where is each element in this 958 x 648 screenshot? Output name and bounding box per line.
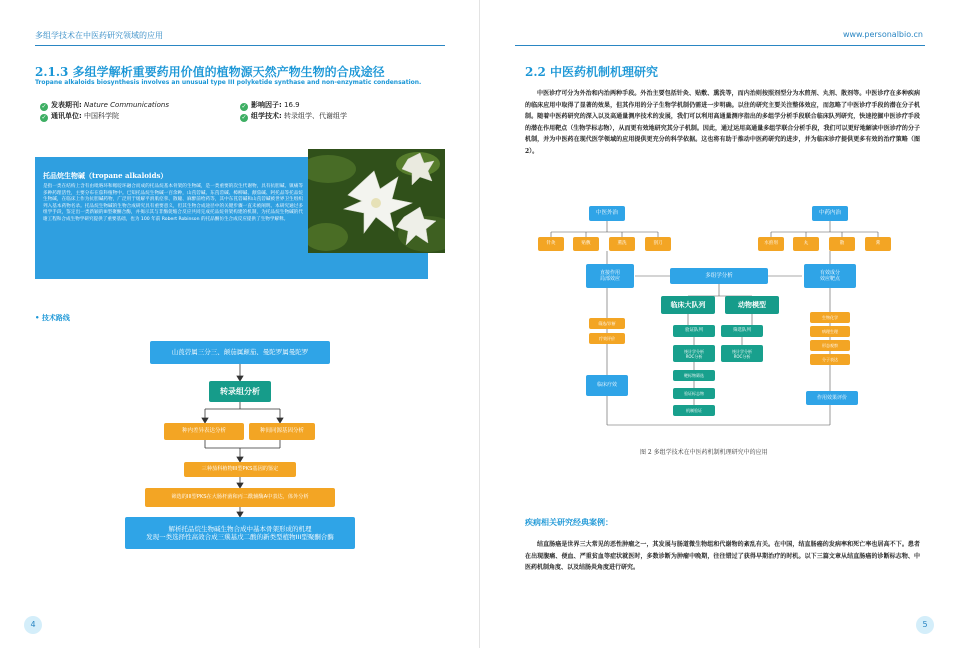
ext-item: 贴敷 <box>573 237 599 251</box>
flow-intraspecies: 种内差异表达分析 <box>164 423 244 440</box>
section-title: 2.1.3 多组学解析重要药用价值的植物源天然产物生物的合成途径 <box>35 65 385 79</box>
flow-result-line2: 发现一类选择性高效合成三羰基戊二酸的新类型植物III型聚酮合酶 <box>146 533 334 541</box>
flow-result <box>125 517 355 549</box>
check-icon: ✓ <box>41 114 47 121</box>
ext-item: 刮刀 <box>645 237 671 251</box>
diagram-right-small: 生物化学 <box>810 312 850 323</box>
check-icon: ✓ <box>241 103 247 110</box>
int-item: 散 <box>829 237 855 251</box>
diagram-left-small: 疗效评价 <box>589 333 625 344</box>
flow-plants: 山莨菪属三分三、颠茄属颠茄、曼陀罗属曼陀罗 <box>150 341 330 364</box>
tech-route-label: • 技术路线 <box>35 314 70 322</box>
diagram-clinical-efficacy: 临床疗效 <box>586 375 628 396</box>
diagram-stat-left: 统计学分析 ROC分析 <box>673 345 715 362</box>
diagram-right-small: 形态观察 <box>810 340 850 351</box>
diagram-internal-treatment: 中药内治 <box>812 206 848 221</box>
meta-journal: ✓ 发表期刊: Nature Communications <box>41 101 169 110</box>
diagram-left-small: 筛选/诊断 <box>589 318 625 329</box>
diagram-center-small: 靶标物筛选 <box>673 370 715 381</box>
running-header: 多组学技术在中医药研究领域的应用 <box>35 31 163 40</box>
info-box-text: 是指一类在结构上含有由吡咯环和哌啶环融合而成的托品烷基本骨架的生物碱，是一类重要的次生代谢物，具有抗胆碱、镇痛等多种药理活性，主要分布在茄科植物中。已知托品烷生物碱一百余种，山莨菪碱、东莨菪碱、樟柳碱、颠茄碱、阿托品等托品烷生物碱，在临床上作为抗胆碱药物，广泛用于缓解平滑肌痉挛、散瞳、麻醉前给药等，其中东莨菪碱和山莨菪碱被世界卫生组织列入基本药物名录。托品烷生物碱的生物合成研究具有重要意义，但其生物合成途径中的关键步骤一直未被阐明。本研究通过多组学手段，鉴定出一类新颖的III型聚酮合酶，并揭示其与非酶促缩合反应共同完成托品烷骨架构建的机制，为托品烷生物碱的代谢工程和合成生物学研究提供了重要基础，也为 100 年前 Robert Robinson 的托品酮仿生合成反应提供了生物学解释。 <box>43 184 303 222</box>
flow-transcriptome: 转录组分析 <box>209 381 271 402</box>
int-item: 膏 <box>865 237 891 251</box>
diagram-center-small: 验证标志物 <box>673 388 715 399</box>
diagram-verify-cohort: 验证队列 <box>673 325 715 337</box>
page-number: 4 <box>24 616 42 634</box>
ext-item: 熏洗 <box>609 237 635 251</box>
section-subtitle: Tropane alkaloids biosynthesis involves an unusual type III polyketide synthase and non-enzymatic condensation. <box>35 79 422 86</box>
check-icon: ✓ <box>41 103 47 110</box>
diagram-right-small: 分子表达 <box>810 354 850 365</box>
page-number: 5 <box>916 616 934 634</box>
diagram-external-treatment: 中医外治 <box>589 206 625 221</box>
diagram-local-effect: 直接作用 局部效应 <box>586 264 634 288</box>
ext-item: 针灸 <box>538 237 564 251</box>
diagram-screen-cohort: 筛选队列 <box>721 325 763 337</box>
case-title: 疾病相关研究经典案例： <box>525 517 613 527</box>
diagram-multiomics: 多组学分析 <box>670 268 768 284</box>
info-box-title: 托品烷生物碱（tropane alkaloids） <box>43 171 168 180</box>
flow-pks-expression: 筛选的III型PKS在大肠杆菌和丙二酰辅酶A中表达，体外分析 <box>145 488 335 507</box>
diagram-target-effect: 有效成分 效应靶点 <box>804 264 856 288</box>
int-item: 丸 <box>793 237 819 251</box>
running-header: www.personalbio.cn <box>842 30 923 39</box>
meta-tech: ✓ 组学技术: 转录组学、代谢组学 <box>241 112 348 121</box>
figure-caption: 图 2 多组学技术在中医药机制机理研究中的应用 <box>640 449 768 456</box>
diagram-stat-right: 统计学分析 ROC分析 <box>721 345 763 362</box>
check-icon: ✓ <box>241 114 247 121</box>
section-title: 2.2 中医药机制机理研究 <box>525 65 659 79</box>
diagram-center-small: 机制验证 <box>673 405 715 416</box>
case-paragraph: 结直肠癌是世界三大常见的恶性肿瘤之一，其发展与肠道微生物组和代谢物的紊乱有关。在中国，结直肠癌的发病率和死亡率也居高不下。患者在出现腹痛、便血、严重贫血等症状就医时，多数诊断为肿瘤中晚期，往往错过了获得早期治疗的时机。以下三篇文章从结直肠癌的诊断标志物、中医药机制角度、以及结肠炎角度进行研究。 <box>525 541 920 571</box>
diagram-animal-model: 动物模型 <box>725 296 779 314</box>
meta-unit: ✓ 通讯单位: 中国科学院 <box>41 112 120 121</box>
flow-pks-identify: 三种茄科植物III型PKS基因的鉴定 <box>184 462 296 477</box>
flow-interspecies: 种间同源基因分析 <box>249 423 315 440</box>
right-page <box>479 0 958 648</box>
flow-result-line1: 解析托品烷生物碱生物合成中基本骨架形成的机理 <box>168 524 312 533</box>
intro-paragraph: 中医诊疗可分为外治和内治两种手段。外治主要包括针灸、贴敷、熏洗等，而内治则按照剂型分为水煎剂、丸剂、散剂等。中医诊疗在多种疾病的临床应用中取得了显著的效果，但其作用的分子生物学机制仍需进一步明确。以往的研究主要关注整体效应，而忽略了中医诊疗手段的潜在分子机制。随着中医药研究的深入以及高通量测序技术的发展，我们可以利用高通量测序指出的多组学分析手段联合临床队列研究，快速挖掘中医诊疗手段的潜在作用靶点（生物学标志物），从而更有效地研究其分子机制。因此，通过运用高通量多组学联合分析手段，我们可以更好地解读中医诊疗的分子机制，并为中医药在现代医学领域的应用提供更充分的科学依据。这也将有助于推动中医药研究的进步，并为临床诊疗提供更多有效的治疗策略（图 2）。 <box>525 90 920 155</box>
int-item: 水煎剂 <box>758 237 784 251</box>
diagram-effect-evaluation: 作用效果评价 <box>806 391 858 405</box>
meta-impact-factor: ✓ 影响因子: 16.9 <box>241 101 300 110</box>
diagram-right-small: 病理生理 <box>810 326 850 337</box>
diagram-clinical-cohort: 临床大队列 <box>661 296 715 314</box>
